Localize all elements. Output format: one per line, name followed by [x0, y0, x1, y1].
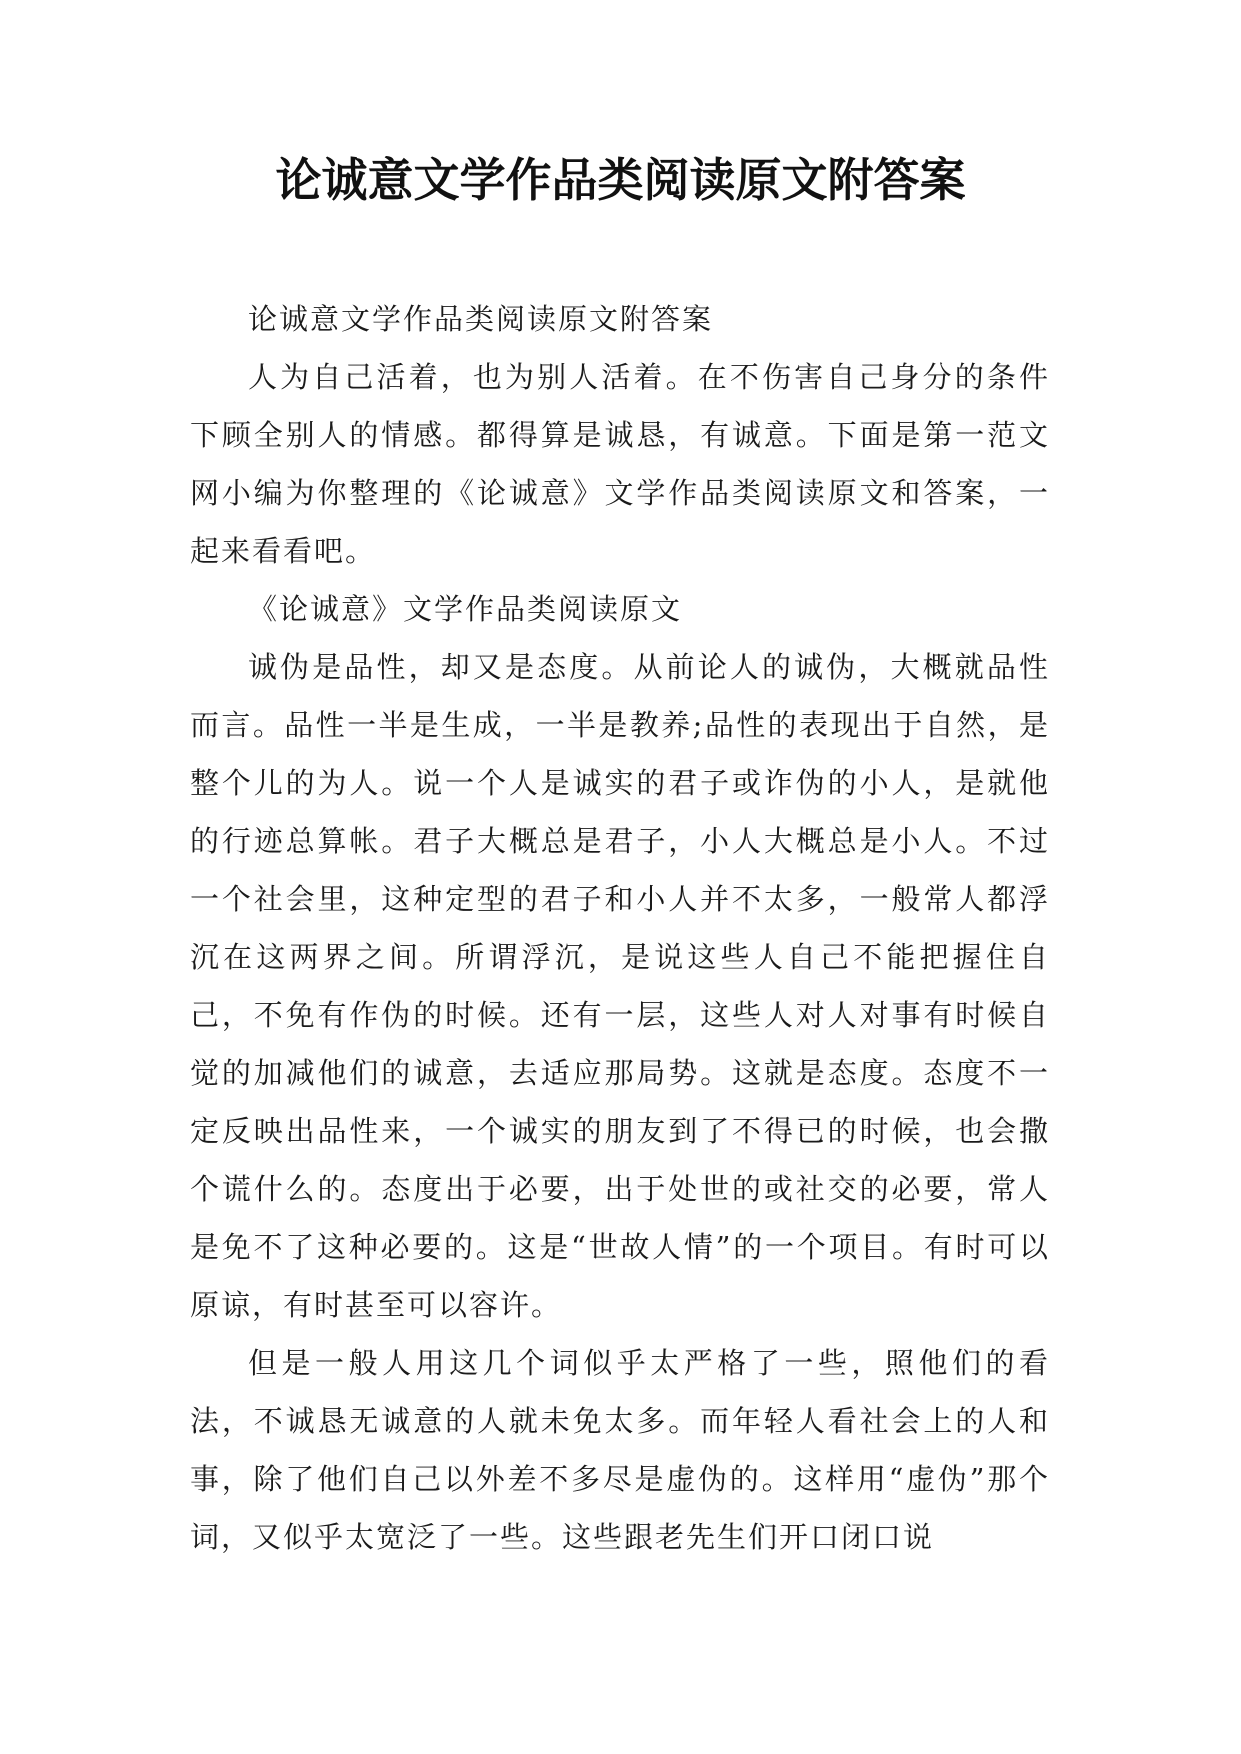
body-paragraph: 诚伪是品性，却又是态度。从前论人的诚伪，大概就品性而言。品性一半是生成，一半是教养;品性的表现出于自然，是整个儿的为人。说一个人是诚实的君子或诈伪的小人，是就他的行迹总算帐。君子大概总是君子，小人大概总是小人。不过一个社会里，这种定型的君子和小人并不太多，一般常人都浮沉在这两界之间。所谓浮沉，是说这些人自己不能把握住自己，不免有作伪的时候。还有一层，这些人对人对事有时候自觉的加减他们的诚意，去适应那局势。这就是态度。态度不一定反映出品性来，一个诚实的朋友到了不得已的时候，也会撒个谎什么的。态度出于必要，出于处世的或社交的必要，常人是免不了这种必要的。这是“世故人情”的一个项目。有时可以原谅，有时甚至可以容许。	[190, 650, 1050, 1322]
body-paragraph: 但是一般人用这几个词似乎太严格了一些，照他们的看法，不诚恳无诚意的人就未免太多。而年轻人看社会上的人和事，除了他们自己以外差不多尽是虚伪的。这样用“虚伪”那个词，又似乎太宽泛了一些。这些跟老先生们开口闭口说	[190, 1346, 1050, 1554]
document-title: 论诚意文学作品类阅读原文附答案	[275, 153, 966, 207]
intro-paragraph: 人为自己活着，也为别人活着。在不伤害自己身分的条件下顾全别人的情感。都得算是诚恳，有诚意。下面是第一范文网小编为你整理的《论诚意》文学作品类阅读原文和答案，一起来看看吧。	[190, 360, 1050, 568]
subtitle-paragraph: 论诚意文学作品类阅读原文附答案	[248, 302, 714, 336]
document-body	[190, 290, 1050, 1566]
section-heading: 《论诚意》文学作品类阅读原文	[248, 592, 683, 626]
